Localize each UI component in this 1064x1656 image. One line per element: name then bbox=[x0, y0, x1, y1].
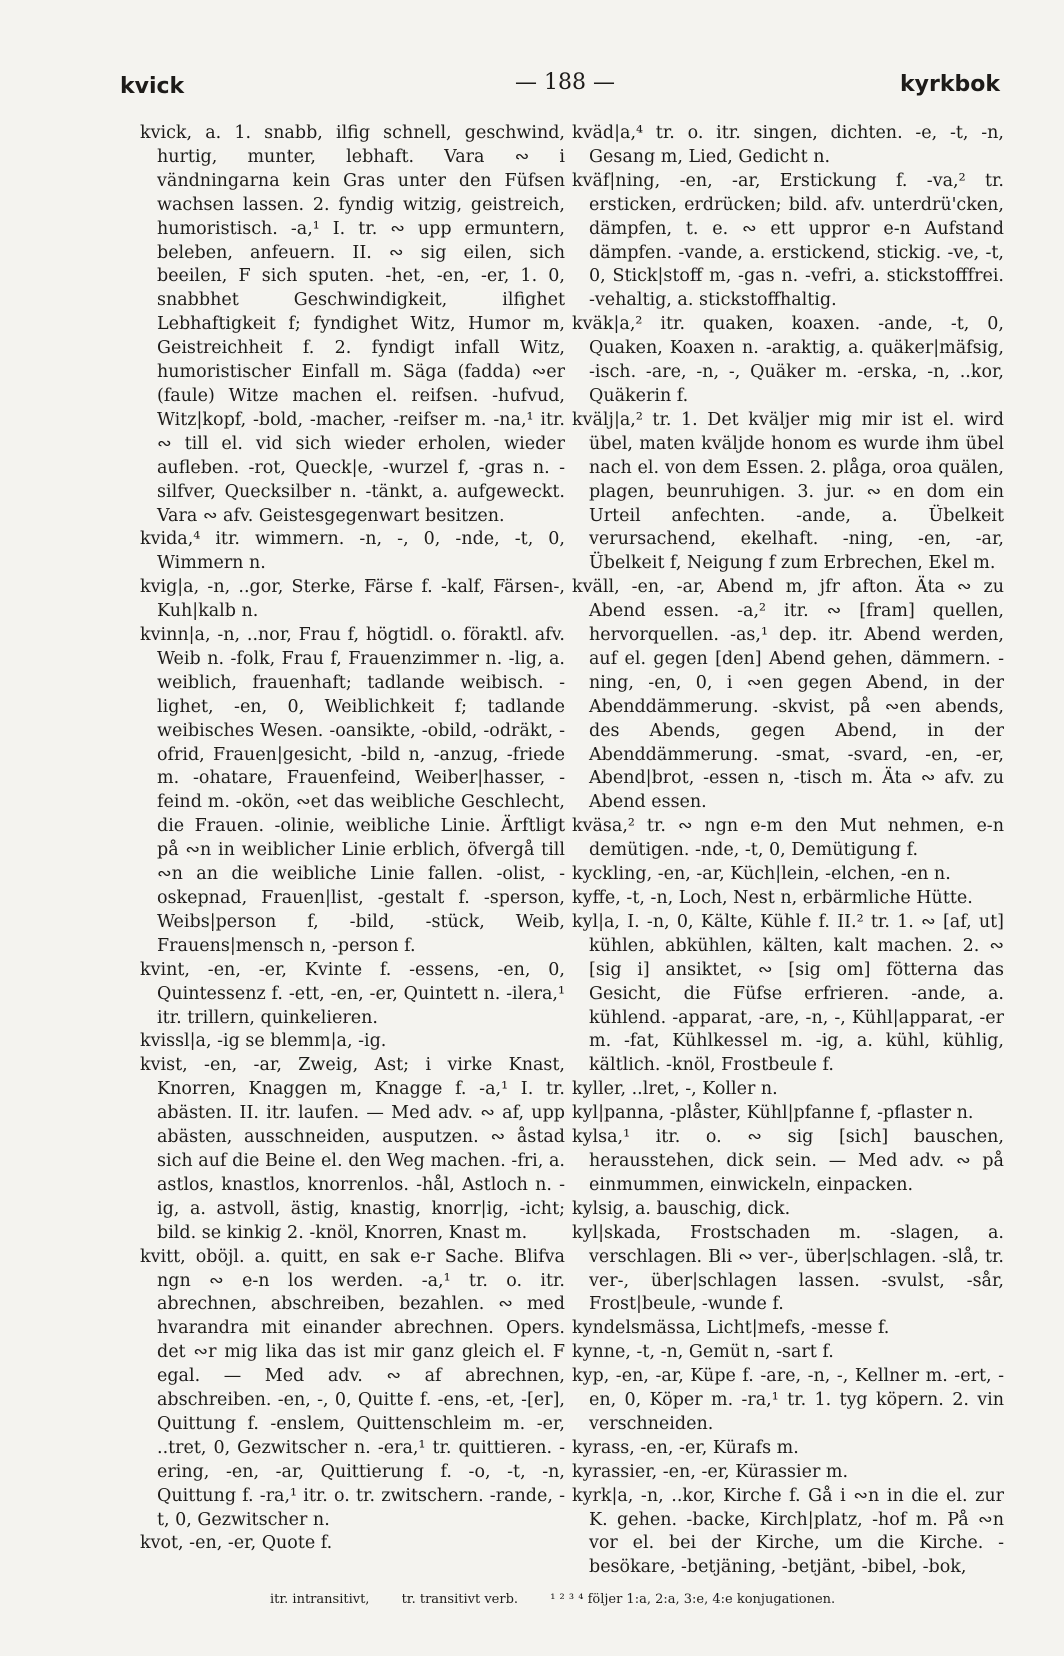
footer-tr: tr. transitivt verb. bbox=[401, 1592, 519, 1607]
entry-kvaka: kväk|a,² itr. quaken, koaxen. -ande, -t, 0, Quaken, Koaxen n. -araktig, a. quäker|mäfsig, -isch. -are, -n, -, Quäker m. -erska, -n, ..kor, Quäkerin f. bbox=[572, 314, 1004, 406]
entry-kvick: kvick, a. 1. snabb, ilfig schnell, geschwind, hurtig, munter, lebhaft. Vara ∾ i vändningarna kein Gras unter den Füfsen wachsen lassen. 2. fyndig witzig, geistreich, humoristisch. -a,¹ I. tr. ∾ upp ermuntern, beleben, anfeuern. II. ∾ sig eilen, sich beeilen, F sich sputen. -het, -en, -er, 1. 0, snabbhet Geschwindigkeit, ilfighet Lebhaftigkeit f; fyndighet Witz, Humor m, Geistreichheit f. 2. fyndigt infall Witz, humoristischer Einfall m. Säga (fadda) ∾er (faule) Witze machen el. reifsen. -hufvud, Witz|kopf, -bold, -macher, -reifser m. -na,¹ itr. ∾ till el. vid sich wieder erholen, wieder aufleben. -rot, Queck|e, -wurzel f, -gras n. -silfver, Quecksilber n. -tänkt, a. aufgeweckt. Vara ∾ afv. Geistesgegenwart besitzen. bbox=[140, 123, 565, 526]
entry-kylpanna: kyl|panna, -plåster, Kühl|pfanne f, -pflaster n. bbox=[572, 1103, 974, 1124]
entry-kvissla: kvissl|a, -ig se blemm|a, -ig. bbox=[140, 1031, 387, 1052]
entry-kvall: kväll, -en, -ar, Abend m, jfr afton. Äta ∾ zu Abend essen. -a,² itr. ∾ [fram] quellen, hervorquellen. -as,¹ dep. itr. Abend werden, auf el. gegen [den] Abend gehen, dämmern. -ning, -en, 0, i ∾en gegen Abend, in der Abenddämmerung. -skvist, på ∾en abends, des Abends, gegen Abend, in der Abenddämmerung. -smat, -svard, -en, -er, Abend|brot, -essen n, -tisch m. Äta ∾ afv. zu Abend essen. bbox=[572, 577, 1004, 813]
right-column bbox=[572, 122, 1004, 1580]
page-number: — 188 — bbox=[515, 70, 615, 95]
abbreviation-footer bbox=[270, 1592, 1030, 1607]
entry-kyp: kyp, -en, -ar, Küpe f. -are, -n, -, Kellner m. -ert, -en, 0, Köper m. -ra,¹ tr. 1. tyg köpern. 2. vin verschneiden. bbox=[572, 1366, 1004, 1434]
entry-kyrka: kyrk|a, -n, ..kor, Kirche f. Gå i ∾n in die el. zur K. gehen. -backe, Kirch|platz, -hof m. På ∾n vor el. bei der Kirche, um die Kirche. -besökare, -betjäning, -betjänt, -bibel, -bok, bbox=[572, 1485, 1004, 1578]
entry-kylsig: kylsig, a. bauschig, dick. bbox=[572, 1198, 791, 1219]
footer-itr: itr. intransitivt, bbox=[270, 1592, 370, 1607]
entry-kyla: kyl|a, I. -n, 0, Kälte, Kühle f. II.² tr. 1. ∾ [af, ut] kühlen, abkühlen, kälten, kalt machen. 2. ∾ [sig i] ansiktet, ∾ [sig om] fötterna das Gesicht, die Füfse erfrieren. -ande, a. kühlend. -apparat, -are, -n, -, Kühl|apparat, -er m. -fat, Kühlkessel m. -ig, a. kühl, kühlig, kältlich. -knöl, Frostbeule f. bbox=[572, 911, 1004, 1076]
entry-kylsa: kylsa,¹ itr. o. ∾ sig [sich] bauschen, herausstehen, dick sein. — Med adv. ∾ på einmummen, einwickeln, einpacken. bbox=[572, 1127, 1004, 1195]
entry-kvinna: kvinn|a, -n, ..nor, Frau f, högtidl. o. föraktl. afv. Weib n. -folk, Frau f, Frauenzimmer n. -lig, a. weiblich, frauenhaft; tadlande weibisch. -lighet, -en, 0, Weiblichkeit f; tadlande weibisches Wesen. -oansikte, -obild, -odräkt, -ofrid, Frauen|gesicht, -bild n, -anzug, -friede m. -ohatare, Frauenfeind, Weiber|hasser, -feind m. -okön, ∾et das weibliche Geschlecht, die Frauen. -olinie, weibliche Linie. Ärftligt på ∾n in weiblicher Linie erblich, öfvergå till ∾n an die weibliche Linie fallen. -olist, -oskepnad, Frauen|list, -gestalt f. -sperson, Weibs|person f, -bild, -stück, Weib, Frauens|mensch n, -person f. bbox=[140, 625, 565, 956]
entry-kvalja: kvälj|a,² tr. 1. Det kväljer mig mir ist el. wird übel, maten kväljde honom es wurde ihm übel nach el. von dem Essen. 2. plåga, oroa quälen, plagen, beunruhigen. 3. jur. ∾ en dom ein Urteil anfechten. -ande, a. Übelkeit verursachend, ekelhaft. -ning, -en, -ar, Übelkeit f, Neigung f zum Erbrechen, Ekel m. bbox=[572, 409, 1004, 574]
entry-kyller: kyller, ..lret, -, Koller n. bbox=[572, 1079, 778, 1100]
entry-kynne: kynne, -t, -n, Gemüt n, -sart f. bbox=[572, 1342, 834, 1363]
entry-kvasa: kväsa,² tr. ∾ ngn e-m den Mut nehmen, e-n demütigen. -nde, -t, 0, Demütigung f. bbox=[572, 816, 1004, 861]
entry-kvot: kvot, -en, -er, Quote f. bbox=[140, 1533, 333, 1554]
entry-kvida: kvida,⁴ itr. wimmern. -n, -, 0, -nde, -t, 0, Wimmern n. bbox=[140, 529, 565, 574]
header-first-headword: kvick bbox=[120, 74, 185, 99]
entry-kvada: kväd|a,⁴ tr. o. itr. singen, dichten. -e, -t, -n, Gesang m, Lied, Gedicht n. bbox=[572, 123, 1004, 167]
entry-kvint: kvint, -en, -er, Kvinte f. -essens, -en, 0, Quintessenz f. -ett, -en, -er, Quintett n. -ilera,¹ itr. trillern, quinkelieren. bbox=[140, 959, 565, 1028]
entry-kvist: kvist, -en, -ar, Zweig, Ast; i virke Knast, Knorren, Knaggen m, Knagge f. -a,¹ I. tr. abästen. II. itr. laufen. — Med adv. ∾ af, upp abästen, ausschneiden, ausputzen. ∾ åstad sich auf die Beine el. den Weg machen. -fri, a. astlos, knastlos, knorrenlos. -hål, Astloch n. -ig, a. astvoll, ästig, knastig, knorr|ig, -icht; bild. se kinkig 2. -knöl, Knorren, Knast m. bbox=[140, 1055, 565, 1243]
header-last-headword: kyrkbok bbox=[900, 72, 1000, 97]
entry-kylskada: kyl|skada, Frostschaden m. -slagen, a. verschlagen. Bli ∾ ver-, über|schlagen. -slå, tr. ver-, über|schlagen lassen. -svulst, -sår, Frost|beule, -wunde f. bbox=[572, 1222, 1004, 1315]
page-header bbox=[120, 68, 1000, 108]
entry-kviga: kvig|a, -n, ..gor, Sterke, Färse f. -kalf, Färsen-, Kuh|kalb n. bbox=[140, 577, 565, 622]
entry-kyffe: kyffe, -t, -n, Loch, Nest n, erbärmliche Hütte. bbox=[572, 888, 973, 908]
footer-conjugation: ¹ ² ³ ⁴ följer 1:a, 2:a, 3:e, 4:e konjugationen. bbox=[550, 1592, 836, 1607]
entry-kyckling: kyckling, -en, -ar, Küch|lein, -elchen, -en n. bbox=[572, 864, 951, 885]
entry-kvitt: kvitt, oböjl. a. quitt, en sak e-r Sache. Blifva ngn ∾ e-n los werden. -a,¹ tr. o. itr. abrechnen, abschreiben, bezahlen. ∾ med hvarandra mit einander abrechnen. Opers. det ∾r mig lika das ist mir ganz gleich el. F egal. — Med adv. ∾ af abrechnen, abschreiben. -en, -, 0, Quitte f. -ens, -et, -[er], Quittung f. -enslem, Quittenschleim m. -er, ..tret, 0, Gezwitscher n. -era,¹ tr. quittieren. -ering, -en, -ar, Quittierung f. -o, -t, -n, Quittung f. -ra,¹ itr. o. tr. zwitschern. -rande, -t, 0, Gezwitscher n. bbox=[140, 1246, 565, 1530]
entry-kyndelsmassa: kyndelsmässa, Licht|mefs, -messe f. bbox=[572, 1318, 890, 1339]
left-column bbox=[140, 122, 565, 1556]
entry-kyrassier: kyrassier, -en, -er, Kürassier m. bbox=[572, 1461, 849, 1482]
entry-kyrass: kyrass, -en, -er, Kürafs m. bbox=[572, 1437, 799, 1458]
entry-kvafning: kväf|ning, -en, -ar, Erstickung f. -va,² tr. ersticken, erdrücken; bild. afv. unterdrü'cken, dämpfen, t. e. ∾ ett uppror e-n Aufstand dämpfen. -vande, a. erstickend, stickig. -ve, -t, 0, Stick|stoff m, -gas n. -vefri, a. stickstofffrei. -vehaltig, a. stickstoffhaltig. bbox=[572, 170, 1004, 311]
